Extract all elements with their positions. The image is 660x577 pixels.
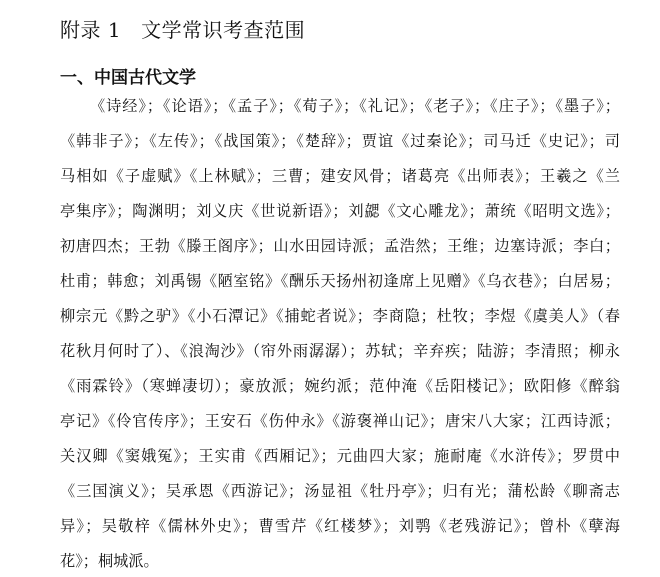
paragraph-line: 《诗经》；《论语》；《孟子》；《荀子》；《礼记》；《老子》；《庄子》；《墨子》； [90,97,620,115]
appendix-label: 附录 1 [60,18,122,42]
paragraph-line: 马相如《子虚赋》《上林赋》；三曹；建安风骨；诸葛亮《出师表》；王羲之《兰 [60,167,620,185]
paragraph-line: 花》；桐城派。 [60,552,159,570]
paragraph-line: 亭记》《伶官传序》；王安石《伤仲永》《游褒禅山记》；唐宋八大家；江西诗派； [60,412,620,430]
paragraph-line: 《韩非子》；《左传》；《战国策》；《楚辞》；贾谊《过秦论》；司马迁《史记》；司 [60,132,620,150]
paragraph-line: 亭集序》；陶渊明；刘义庆《世说新语》；刘勰《文心雕龙》；萧统《昭明文选》； [60,202,620,220]
appendix-title-text: 文学常识考查范围 [141,18,306,42]
paragraph-line: 异》；吴敬梓《儒林外史》；曹雪芹《红楼梦》；刘鹗《老残游记》；曾朴《孽海 [60,517,620,535]
appendix-title [60,16,305,44]
paragraph-line: 初唐四杰；王勃《滕王阁序》；山水田园诗派；孟浩然；王维；边塞诗派；李白； [60,237,620,255]
paragraph-line: 花秋月何时了）、《浪淘沙》（帘外雨潺潺）；苏轼；辛弃疾；陆游；李清照；柳永 [60,342,620,360]
paragraph-line: 《雨霖铃》（寒蝉凄切）；豪放派；婉约派；范仲淹《岳阳楼记》；欧阳修《醉翁 [60,377,620,395]
paragraph-line: 关汉卿《窦娥冤》；王实甫《西厢记》；元曲四大家；施耐庵《水浒传》；罗贯中 [60,447,620,465]
section-heading: 一、中国古代文学 [60,68,196,88]
paragraph-line: 《三国演义》；吴承恩《西游记》；汤显祖《牡丹亭》；归有光；蒲松龄《聊斋志 [60,482,620,500]
paragraph-line: 柳宗元《黔之驴》《小石潭记》《捕蛇者说》；李商隐；杜牧；李煜《虞美人》（春 [60,307,620,325]
paragraph-line: 杜甫；韩愈；刘禹锡《陋室铭》《酬乐天扬州初逢席上见赠》《乌衣巷》；白居易； [60,272,620,290]
